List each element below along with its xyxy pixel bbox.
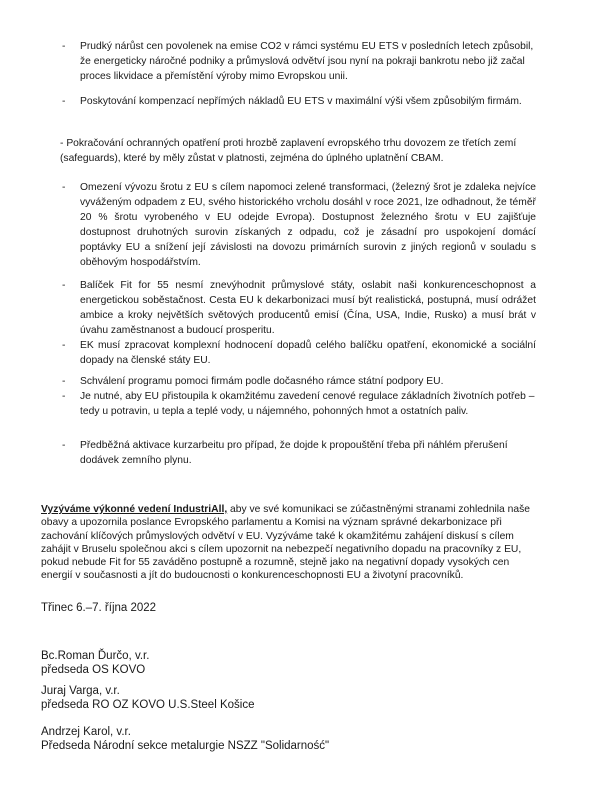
bullet-text: Poskytování kompenzací nepřímých nákladů EU ETS v maximální výši všem způsobilým firmám. — [80, 96, 522, 107]
signatory-block — [41, 684, 254, 712]
bullet-text: Předběžná aktivace kurzarbeitu pro případ, že dojde k propouštění třeba při náhlém přerušení dodávek zemního plynu. — [80, 440, 508, 466]
bullet-text: Je nutné, aby EU přistoupila k okamžitému zavedení cenové regulace základních životních potřeb – tedy u potravin, u tepla a teplé vody, u nájemného, pohonných hmot a ostatních paliv. — [80, 391, 535, 417]
signatory-name: Bc.Roman Ďurčo, v.r. — [41, 650, 150, 662]
bullet-item — [62, 438, 536, 468]
signatory-name: Juraj Varga, v.r. — [41, 685, 120, 697]
bullet-item — [62, 389, 536, 419]
bullet-text: Prudký nárůst cen povolenek na emise CO2 v rámci systému EU ETS v posledních letech způsobil, že energeticky náročné podniky a průmyslová odvětví jsou nyní na pokraji bankrotu nebo již začal proces likvidace a přemístění výroby mimo Evropskou unii. — [80, 41, 534, 82]
signatory-name: Andrzej Karol, v.r. — [41, 726, 131, 738]
appeal-text: aby ve své komunikaci se zúčastněnými stranami zohlednila naše obavy a upozornila poslance Evropského parlamentu a Komisi na význam správné dekarbonizace při zachování klíčových průmyslových odvětví v EU. Vyzýváme také k okamžitému zahájení diskusí s cílem zahájit v Bruselu společnou akci s cílem upozornit na nebezpečí negativního dopadu na pracovníky z EU, pokud nebude Fit for 55 zaváděno postupně a rozumně, stejně jako na negativní dopady vysokých cen energií v současnosti a jít do budoucnosti o konkurenceschopnosti EU a životyní pracovníků. — [41, 504, 530, 582]
signatory-block — [41, 649, 149, 677]
bullet-dash: - — [62, 96, 66, 107]
signatory-block — [41, 725, 329, 753]
bullet-dash: - — [60, 138, 64, 149]
bullet-item — [62, 374, 536, 389]
bullet-item — [62, 39, 536, 84]
bullet-dash: - — [62, 340, 66, 351]
signatory-role: předseda OS KOVO — [41, 664, 146, 676]
bullet-text: Omezení vývozu šrotu z EU s cílem napomoci zelené transformaci, (železný šrot je zdaleka nejvíce vyváženým odpadem z EU, svého historického vrcholu dosáhl v roce 2021, lze odhadnout, že téměř 20 % šrotu vyrobeného v EU odejde Evropa). Dostupnost železného šrotu v EU zajišťuje dostupnost druhotných surovin získaných z odpadu, což je zásadní pro uspokojení domácí poptávky EU a snížení její závislosti na dovozu primárních surovin z jiných regionů v souladu s oběhovým hospodářstvím. — [80, 182, 536, 268]
bullet-dash: - — [62, 391, 66, 402]
bullet-dash: - — [62, 41, 66, 52]
bullet-item — [62, 94, 536, 109]
place-date: Třinec 6.–7. října 2022 — [41, 602, 157, 614]
bullet-dash: - — [62, 182, 66, 193]
bullet-text: Balíček Fit for 55 nesmí znevýhodnit průmyslové státy, oslabit naši konkurenceschopnost a energetickou soběstačnost. Cesta EU k dekarbonizaci musí být realistická, postupná, musí odrážet ambice a kroky největších světových producentů emisí (Čína, USA, Indie, Rusko) a musí brát v úvahu zaměstnanost a budoucí prosperitu. — [80, 280, 536, 336]
bullet-dash: - — [62, 280, 66, 291]
bullet-text: EK musí zpracovat komplexní hodnocení dopadů celého balíčku opatření, ekonomické a sociální dopady na členské státy EU. — [80, 340, 536, 366]
appeal-lead: Vyzýváme výkonné vedení IndustriAll, — [41, 504, 228, 515]
signatory-role: předseda RO OZ KOVO U.S.Steel Košice — [41, 699, 255, 711]
bullet-dash: - — [62, 376, 66, 387]
bullet-item-unindented — [60, 136, 532, 166]
bullet-dash: - — [62, 440, 66, 451]
signatory-role: Předseda Národní sekce metalurgie NSZZ "Solidarność" — [41, 740, 330, 752]
bullet-item — [62, 180, 536, 270]
appeal-paragraph — [41, 503, 541, 583]
bullet-item — [62, 338, 536, 368]
bullet-item — [62, 278, 536, 338]
bullet-text: Schválení programu pomoci firmám podle dočasného rámce státní podpory EU. — [80, 376, 444, 387]
bullet-text: Pokračování ochranných opatření proti hrozbě zaplavení evropského trhu dovozem ze třetích zemí (safeguards), které by měly zůstat v platnosti, zejména do úplného uplatnění CBAM. — [60, 138, 517, 164]
